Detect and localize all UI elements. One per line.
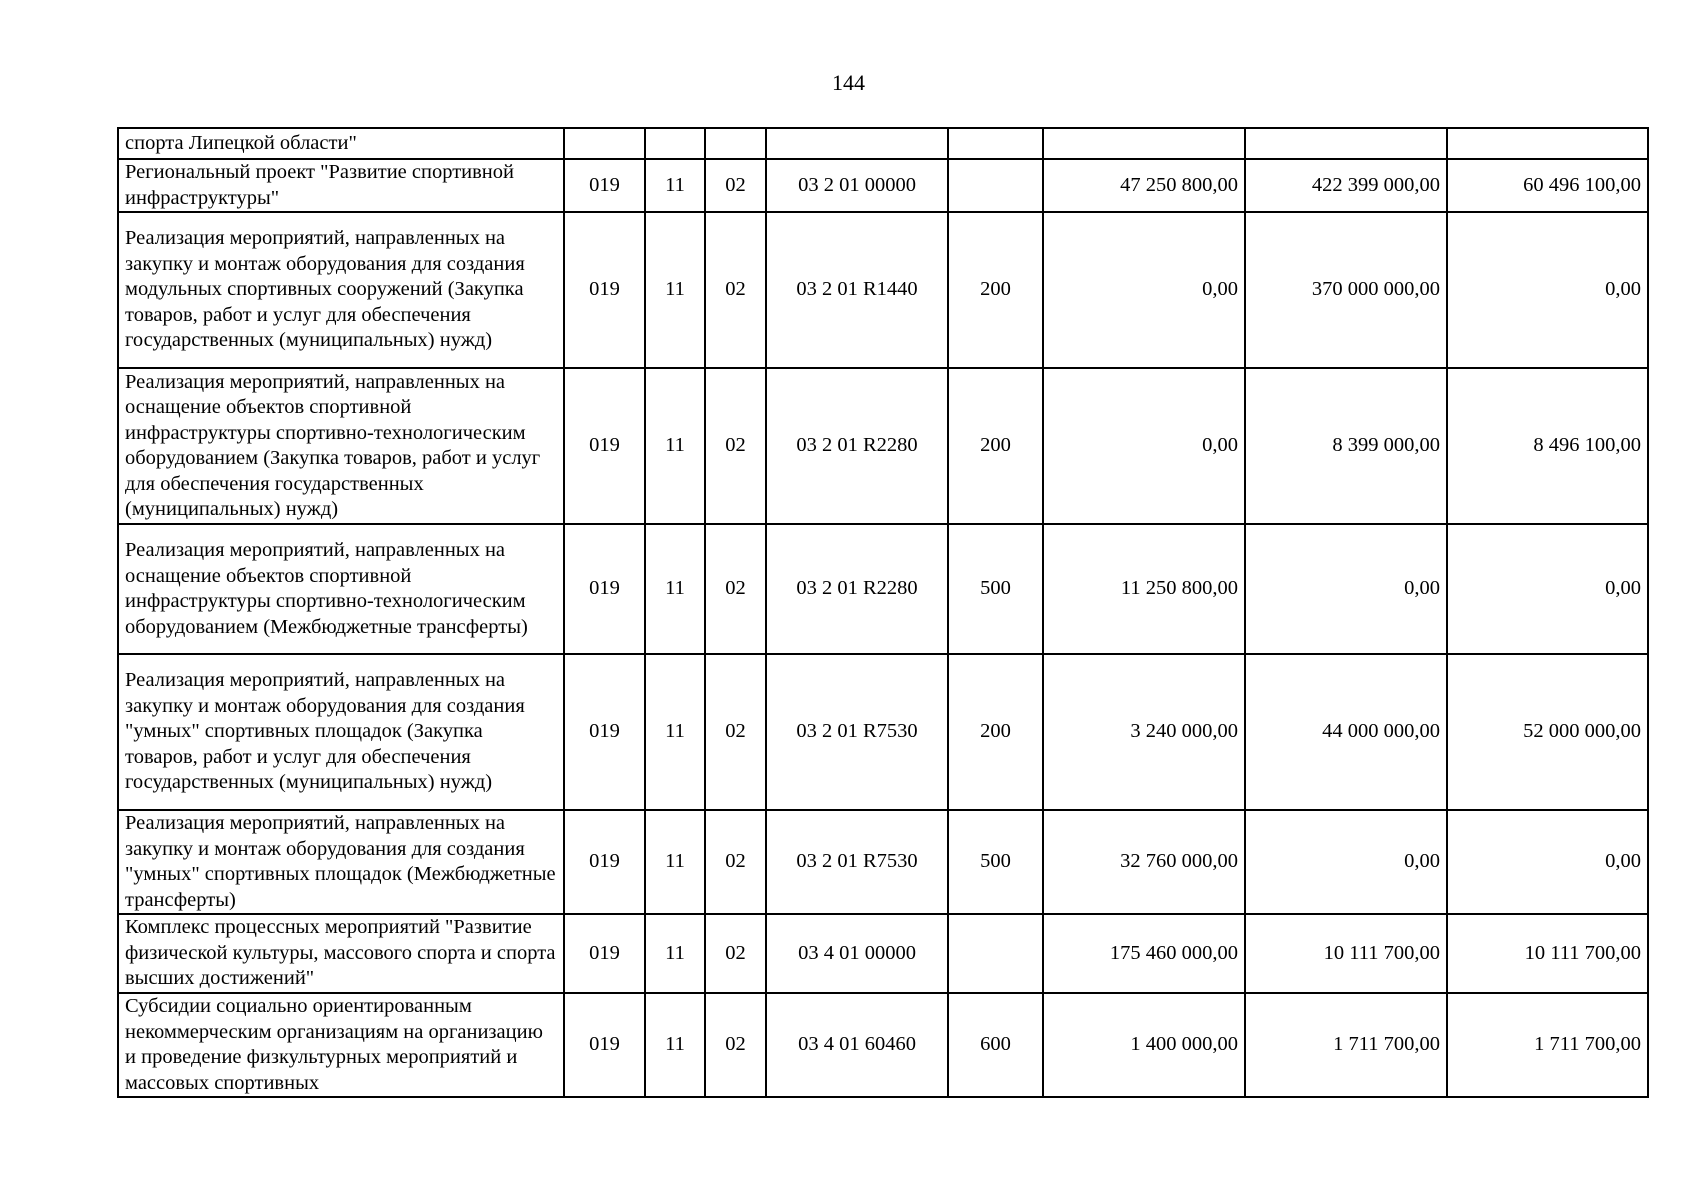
admin-code: 019 [564,159,645,212]
expense-type: 600 [948,993,1043,1097]
table-row [118,993,1648,1097]
subsection-code: 02 [705,368,766,524]
row-name: Реализация мероприятий, направленных на закупку и монтаж оборудования для создания модульных спортивных сооружений (Закупка товаров, работ и услуг для обеспечения государственных (муниципальных) нужд) [118,212,564,368]
section-code: 11 [645,654,705,810]
subsection-code: 02 [705,654,766,810]
amount-year-2: 10 111 700,00 [1245,914,1447,993]
amount-year-3: 10 111 700,00 [1447,914,1648,993]
page-number: 144 [832,70,865,95]
target-article: 03 4 01 00000 [766,914,948,993]
table-row [118,810,1648,914]
subsection-code: 02 [705,914,766,993]
admin-code: 019 [564,914,645,993]
target-article: 03 2 01 R7530 [766,654,948,810]
amount-year-3: 0,00 [1447,810,1648,914]
expense-type [948,159,1043,212]
admin-code: 019 [564,368,645,524]
amount-year-1 [1043,128,1245,159]
expense-type: 200 [948,654,1043,810]
subsection-code: 02 [705,810,766,914]
amount-year-2 [1245,128,1447,159]
subsection-code: 02 [705,524,766,654]
table-row [118,128,1648,159]
section-code: 11 [645,524,705,654]
target-article: 03 2 01 R7530 [766,810,948,914]
target-article: 03 4 01 60460 [766,993,948,1097]
row-name: Субсидии социально ориентированным некоммерческим организациям на организацию и проведение физкультурных мероприятий и массовых спортивных [118,993,564,1097]
amount-year-1: 3 240 000,00 [1043,654,1245,810]
admin-code: 019 [564,654,645,810]
subsection-code [705,128,766,159]
expense-type: 200 [948,212,1043,368]
section-code: 11 [645,212,705,368]
target-article: 03 2 01 R2280 [766,368,948,524]
amount-year-3: 0,00 [1447,524,1648,654]
subsection-code: 02 [705,993,766,1097]
table-row [118,368,1648,524]
section-code: 11 [645,159,705,212]
section-code: 11 [645,368,705,524]
amount-year-1: 32 760 000,00 [1043,810,1245,914]
section-code: 11 [645,810,705,914]
section-code: 11 [645,914,705,993]
row-name: Реализация мероприятий, направленных на оснащение объектов спортивной инфраструктуры спортивно-технологическим оборудованием (Межбюджетные трансферты) [118,524,564,654]
amount-year-2: 8 399 000,00 [1245,368,1447,524]
expense-type [948,914,1043,993]
amount-year-3: 1 711 700,00 [1447,993,1648,1097]
table-row [118,654,1648,810]
amount-year-1: 47 250 800,00 [1043,159,1245,212]
admin-code: 019 [564,212,645,368]
amount-year-2: 1 711 700,00 [1245,993,1447,1097]
target-article [766,128,948,159]
row-name: Реализация мероприятий, направленных на оснащение объектов спортивной инфраструктуры спортивно-технологическим оборудованием (Закупка товаров, работ и услуг для обеспечения государственных (муниципальных) нужд) [118,368,564,524]
table-row [118,159,1648,212]
amount-year-3: 8 496 100,00 [1447,368,1648,524]
amount-year-2: 370 000 000,00 [1245,212,1447,368]
amount-year-1: 11 250 800,00 [1043,524,1245,654]
expense-type: 500 [948,810,1043,914]
row-name: Реализация мероприятий, направленных на закупку и монтаж оборудования для создания "умных" спортивных площадок (Закупка товаров, работ и услуг для обеспечения государственных (муниципальных) нужд) [118,654,564,810]
expense-type [948,128,1043,159]
amount-year-1: 175 460 000,00 [1043,914,1245,993]
row-name: Региональный проект "Развитие спортивной инфраструктуры" [118,159,564,212]
expense-type: 500 [948,524,1043,654]
row-name: спорта Липецкой области" [118,128,564,159]
section-code: 11 [645,993,705,1097]
amount-year-2: 422 399 000,00 [1245,159,1447,212]
amount-year-3: 60 496 100,00 [1447,159,1648,212]
amount-year-3: 52 000 000,00 [1447,654,1648,810]
subsection-code: 02 [705,212,766,368]
amount-year-2: 0,00 [1245,524,1447,654]
target-article: 03 2 01 R1440 [766,212,948,368]
admin-code: 019 [564,810,645,914]
amount-year-2: 0,00 [1245,810,1447,914]
target-article: 03 2 01 00000 [766,159,948,212]
amount-year-3 [1447,128,1648,159]
amount-year-1: 0,00 [1043,368,1245,524]
table-row [118,914,1648,993]
budget-table [117,127,1649,1098]
table-row [118,524,1648,654]
admin-code: 019 [564,993,645,1097]
subsection-code: 02 [705,159,766,212]
expense-type: 200 [948,368,1043,524]
admin-code [564,128,645,159]
table-row [118,212,1648,368]
amount-year-1: 0,00 [1043,212,1245,368]
admin-code: 019 [564,524,645,654]
row-name: Реализация мероприятий, направленных на закупку и монтаж оборудования для создания "умных" спортивных площадок (Межбюджетные трансферты) [118,810,564,914]
amount-year-2: 44 000 000,00 [1245,654,1447,810]
amount-year-3: 0,00 [1447,212,1648,368]
section-code [645,128,705,159]
amount-year-1: 1 400 000,00 [1043,993,1245,1097]
row-name: Комплекс процессных мероприятий "Развитие физической культуры, массового спорта и спорта высших достижений" [118,914,564,993]
target-article: 03 2 01 R2280 [766,524,948,654]
